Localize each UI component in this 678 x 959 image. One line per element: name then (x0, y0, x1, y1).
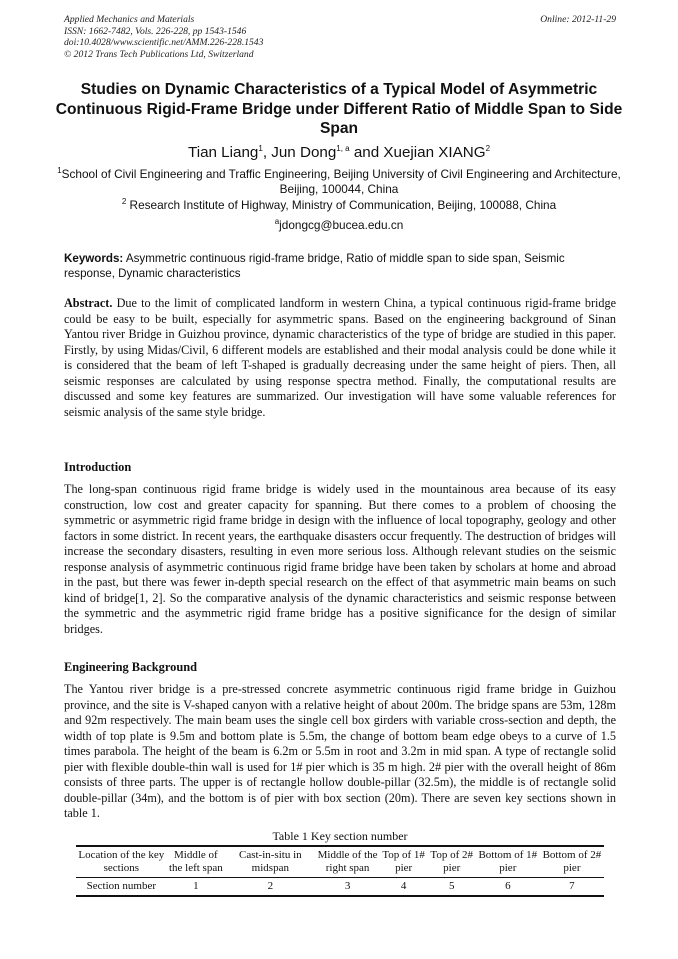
table-header-cell: Bottom of 1# pier (476, 846, 540, 878)
table-header-cell: Top of 1# pier (380, 846, 428, 878)
corresponding-email (40, 218, 638, 233)
table-cell: 5 (428, 878, 476, 897)
table-cell: 3 (316, 878, 380, 897)
keywords (64, 251, 616, 281)
keywords-label: Keywords: (64, 252, 124, 265)
author-sup: 1, a (336, 143, 350, 153)
table-header-cell: Location of the key sections (76, 846, 167, 878)
engineering-paragraph: The Yantou river bridge is a pre-stressed concrete asymmetric continuous rigid frame bridge in Guizhou province, and the site is V-shaped canyon with a relative height of about 200m. The bridge spans are 53m, 128m and 92m respectively. The main beam uses the single cell box girders with variable cross-section and depth, the width of top plate is 9.5m and bottom plate is 5.5m, the change of bottom beam edge obeys to a curve of 1.5 times parabola. The height of the beam is 6.2m or 5.5m in root and 3.2m in mid span. A type of rectangle solid pier with flexible double-thin wall is used for 1# pier which is 35 m high. 2# pier with the overall height of 86m consists of three parts. The upper is of rectangle hollow double-pillar (32.5m), the middle is of rectangle solid double-pillar (34m), and the bottom is of pier with box section (20m). There are seven key sections shown in table 1. (64, 682, 616, 820)
section-heading-introduction: Introduction (64, 460, 132, 474)
affiliations (40, 167, 638, 213)
affiliation-text: Research Institute of Highway, Ministry of Communication, Beijing, 100088, China (126, 197, 557, 212)
table-header-cell: Cast-in-situ in midspan (225, 846, 316, 878)
affiliation-1 (40, 167, 638, 198)
journal-header (64, 14, 616, 60)
keywords-text: Asymmetric continuous rigid-frame bridge, Ratio of middle span to side span, Seismic response, Dynamic characteristics (64, 252, 565, 281)
table-cell: 4 (380, 878, 428, 897)
introduction-paragraph: The long-span continuous rigid frame bridge is widely used in the mountainous area because of its easy construction, low cost and greater capacity for spanning. But there comes to a problem of choosing the symmetric or asymmetric rigid frame bridge in design with the influence of local topography, geology and other factors in some district. In recent years, the earthquake disasters occur frequently. The destruction of bridges will increase the secondary disasters, resulting in even more serious loss. Although relevant studies on the seismic response analysis of asymmetric continuous rigid frame bridge have been taken by scholars at home and abroad in the past, but there was fewer in-depth special research on the effect of that asymmetric main beams on such kind of bridge[1, 2]. So the comparative analysis of the dynamic characteristics and seismic response between the symmetric and the asymmetric rigid frame bridge has a positive significance for the design of similar bridges. (64, 482, 616, 636)
table-header-row (76, 846, 604, 878)
table-header-cell: Middle of the left span (167, 846, 225, 878)
key-section-table (76, 845, 604, 897)
table-row (76, 878, 604, 897)
section-heading-engineering: Engineering Background (64, 660, 197, 674)
author-sup: 1 (258, 143, 263, 153)
table-cell: 1 (167, 878, 225, 897)
affiliation-text: School of Civil Engineering and Traffic Engineering, Beijing University of Civil Engineering and Architecture, Beijing, 100044, China (61, 167, 621, 197)
table-cell: 2 (225, 878, 316, 897)
abstract-label: Abstract. (64, 296, 113, 310)
affiliation-2 (40, 198, 638, 213)
table-cell: Section number (76, 878, 167, 897)
email-sup: a (274, 217, 280, 227)
affiliation-sup: 2 (121, 196, 127, 206)
author-sup: 2 (485, 143, 491, 153)
table-caption: Table 1 Key section number (272, 829, 408, 843)
table-header-cell: Middle of the right span (316, 846, 380, 878)
email-address: jdongcg@bucea.edu.cn (279, 218, 404, 232)
author-list (40, 143, 638, 162)
issn-line: ISSN: 1662-7482, Vols. 226-228, pp 1543-1546 (64, 25, 247, 37)
table-header-cell: Top of 2# pier (428, 846, 476, 878)
copyright-line: © 2012 Trans Tech Publications Ltd, Switzerland (64, 48, 254, 60)
author-name: Xuejian XIANG (383, 144, 486, 161)
abstract-text: Due to the limit of complicated landform in western China, a typical continuous rigid-frame bridge could be easy to be built, especially for asymmetric spans. Based on the engineering background of Sinan Yantou river Bridge in Guizhou province, dynamic characteristics of the type of bridge are studied in this paper. Firstly, by using Midas/Civil, 6 different models are established and their modal analysis could be done while it is considered that the beam of left T-shaped is gradually decreasing under the same height of piers. Then, all seismic responses are calculated by using response spectra method. Finally, the computational results are discussed and some key features are summarized. Our investigation will have some valuable references for seismic analysis of the same style bridge. (64, 296, 616, 419)
affiliation-sup: 1 (57, 166, 62, 176)
table-1 (64, 829, 616, 897)
journal-name: Applied Mechanics and Materials (64, 14, 195, 25)
author-name: Tian Liang (187, 144, 259, 161)
table-cell: 6 (476, 878, 540, 897)
author-name: Jun Dong (271, 144, 337, 161)
online-date: Online: 2012-11-29 (540, 14, 616, 25)
doi-line: doi:10.4028/www.scientific.net/AMM.226-228.1543 (64, 37, 264, 49)
abstract (64, 296, 616, 420)
author-sep: and (349, 144, 384, 161)
paper-title: Studies on Dynamic Characteristics of a Typical Model of Asymmetric Continuous Rigid-Frame Bridge under Different Ratio of Middle Span to Side Span (55, 81, 623, 137)
table-cell: 7 (540, 878, 604, 897)
author-sep: , (262, 144, 272, 161)
table-header-cell: Bottom of 2# pier (540, 846, 604, 878)
